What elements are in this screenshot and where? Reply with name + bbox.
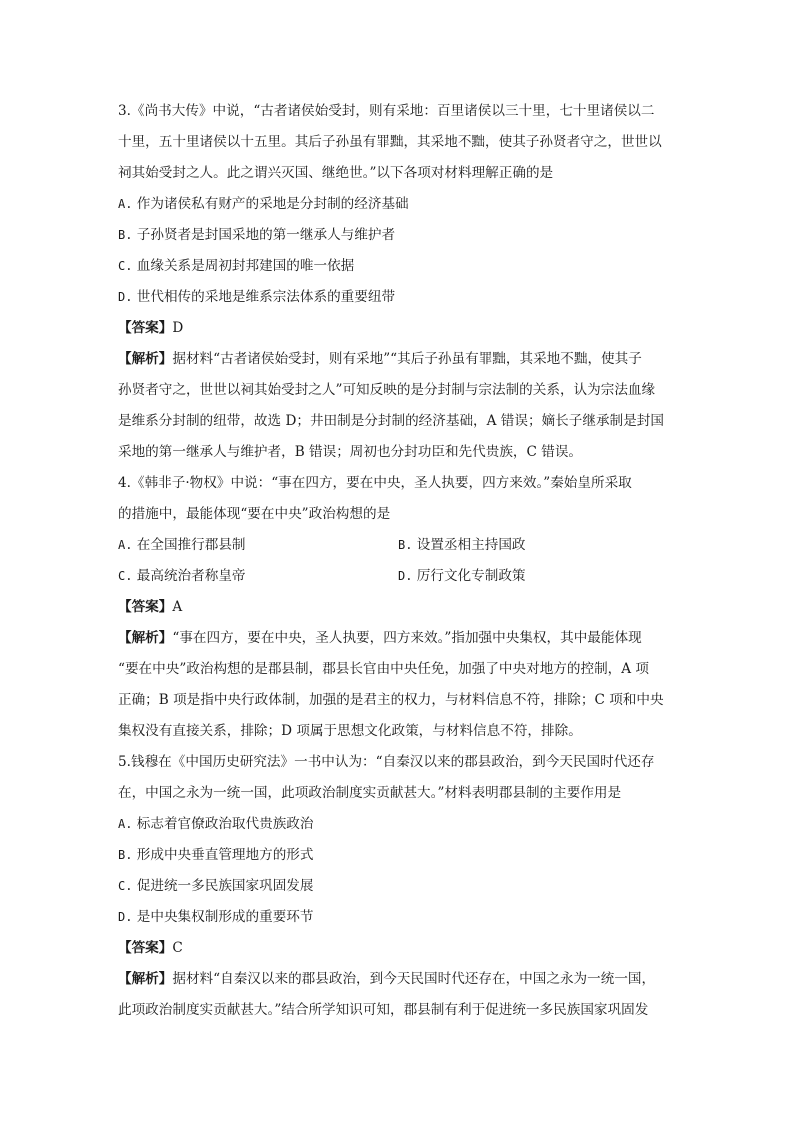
option-text: 世代相传的采地是维系宗法体系的重要纽带 xyxy=(136,289,396,305)
question-5-answer xyxy=(118,933,678,964)
analysis-label: 【解析】 xyxy=(118,630,173,646)
answer-label: 【答案】 xyxy=(118,940,173,956)
question-4-option-c xyxy=(118,561,398,592)
option-letter: C. xyxy=(118,879,133,893)
answer-value: A xyxy=(172,599,183,615)
question-4-stem-line-2: 的措施中，最能体现“要在中央”政治构想的是 xyxy=(118,506,391,522)
question-5-option-a xyxy=(118,809,678,840)
option-letter: D. xyxy=(118,910,133,924)
option-text: 在全国推行郡县制 xyxy=(136,537,246,553)
question-3-option-b xyxy=(118,220,678,251)
option-text: 最高统治者称皇帝 xyxy=(136,568,246,584)
option-letter: A. xyxy=(118,197,133,211)
question-5-stem-line-1: 5.钱穆在《中国历史研究法》一书中认为：“自秦汉以来的郡县政治，到今天民国时代还存 xyxy=(118,754,655,770)
question-3-stem-line-2: 十里，五十里诸侯以十五里。其后子孙虽有罪黜，其采地不黜，使其子孙贤者守之，世世以 xyxy=(118,134,662,150)
question-3-analysis-line-2: 孙贤者守之，世世以祠其始受封之人”可知反映的是分封制与宗法制的关系，认为宗法血缘 xyxy=(118,382,656,398)
question-5-analysis-line-1 xyxy=(118,964,678,995)
option-text: 子孙贤者是封国采地的第一继承人与维护者 xyxy=(136,227,396,243)
option-letter: B. xyxy=(118,228,133,242)
option-letter: B. xyxy=(118,848,133,862)
analysis-text: 据材料“自秦汉以来的郡县政治，到今天民国时代还存在，中国之永为一统一国， xyxy=(172,971,656,987)
answer-value: C xyxy=(172,940,183,956)
question-3-option-a xyxy=(118,189,678,220)
question-3-option-c xyxy=(118,251,678,282)
question-5-option-c xyxy=(118,871,678,902)
option-letter: C. xyxy=(118,259,133,273)
question-4-analysis-line-1 xyxy=(118,623,678,654)
question-5-stem-line-2: 在，中国之永为一统一国，此项政治制度实贡献甚大。”材料表明郡县制的主要作用是 xyxy=(118,785,622,801)
question-3-stem-line-1: 3.《尚书大传》中说，“古者诸侯始受封，则有采地：百里诸侯以三十里，七十里诸侯以二 xyxy=(118,103,655,119)
option-letter: B. xyxy=(398,538,413,552)
question-3-analysis-line-1 xyxy=(118,344,678,375)
question-5-option-b xyxy=(118,840,678,871)
option-letter: C. xyxy=(118,569,133,583)
option-letter: A. xyxy=(118,538,133,552)
analysis-label: 【解析】 xyxy=(118,351,173,367)
question-4-option-a xyxy=(118,530,398,561)
question-3-stem-line-3: 祠其始受封之人。此之谓兴灭国、继绝世。”以下各项对材料理解正确的是 xyxy=(118,165,554,181)
option-text: 形成中央垂直管理地方的形式 xyxy=(136,847,314,863)
question-4-analysis-line-2: “要在中央”政治构想的是郡县制，郡县长官由中央任免，加强了中央对地方的控制，A 项 xyxy=(118,661,650,677)
question-5-analysis-line-2: 此项政治制度实贡献甚大。”结合所学知识可知，郡县制有利于促进统一多民族国家巩固发 xyxy=(118,1002,649,1018)
answer-label: 【答案】 xyxy=(118,599,173,615)
question-3-answer xyxy=(118,313,678,344)
question-4-analysis-line-4: 集权没有直接关系，排除；D 项属于思想文化政策，与材料信息不符，排除。 xyxy=(118,723,582,739)
question-4-options-row-2 xyxy=(118,561,678,592)
option-text: 作为诸侯私有财产的采地是分封制的经济基础 xyxy=(136,196,409,212)
question-5 xyxy=(118,747,678,1026)
document-page xyxy=(118,96,678,1026)
option-text: 标志着官僚政治取代贵族政治 xyxy=(136,816,314,832)
answer-label: 【答案】 xyxy=(118,320,173,336)
option-letter: D. xyxy=(398,569,413,583)
question-3 xyxy=(118,96,678,468)
question-4-option-d xyxy=(398,561,678,592)
question-3-analysis-line-4: 采地的第一继承人与维护者，B 错误；周初也分封功臣和先代贵族，C 错误。 xyxy=(118,444,583,460)
analysis-text: “事在四方，要在中央，圣人执要，四方来效。”指加强中央集权，其中最能体现 xyxy=(172,630,642,646)
question-4-option-b xyxy=(398,530,678,561)
option-text: 设置丞相主持国政 xyxy=(416,537,526,553)
analysis-text: 据材料“古者诸侯始受封，则有采地”“其后子孙虽有罪黜，其采地不黜，使其子 xyxy=(172,351,642,367)
option-text: 是中央集权制形成的重要环节 xyxy=(136,909,314,925)
question-3-option-d xyxy=(118,282,678,313)
analysis-label: 【解析】 xyxy=(118,971,173,987)
question-4-options-row-1 xyxy=(118,530,678,561)
option-text: 促进统一多民族国家巩固发展 xyxy=(136,878,314,894)
answer-value: D xyxy=(172,320,184,336)
question-4-answer xyxy=(118,592,678,623)
question-5-option-d xyxy=(118,902,678,933)
option-letter: D. xyxy=(118,290,133,304)
option-text: 血缘关系是周初封邦建国的唯一依据 xyxy=(136,258,355,274)
question-4 xyxy=(118,468,678,747)
question-3-analysis-line-3: 是维系分封制的纽带，故选 D；井田制是分封制的经济基础，A 错误；嫡长子继承制是封国 xyxy=(118,413,664,429)
option-text: 厉行文化专制政策 xyxy=(416,568,526,584)
question-4-analysis-line-3: 正确；B 项是指中央行政体制，加强的是君主的权力，与材料信息不符，排除；C 项和中央 xyxy=(118,692,664,708)
question-4-stem-line-1: 4.《韩非子·物权》中说：“事在四方，要在中央，圣人执要，四方来效。”秦始皇所采取 xyxy=(118,475,632,491)
option-letter: A. xyxy=(118,817,133,831)
